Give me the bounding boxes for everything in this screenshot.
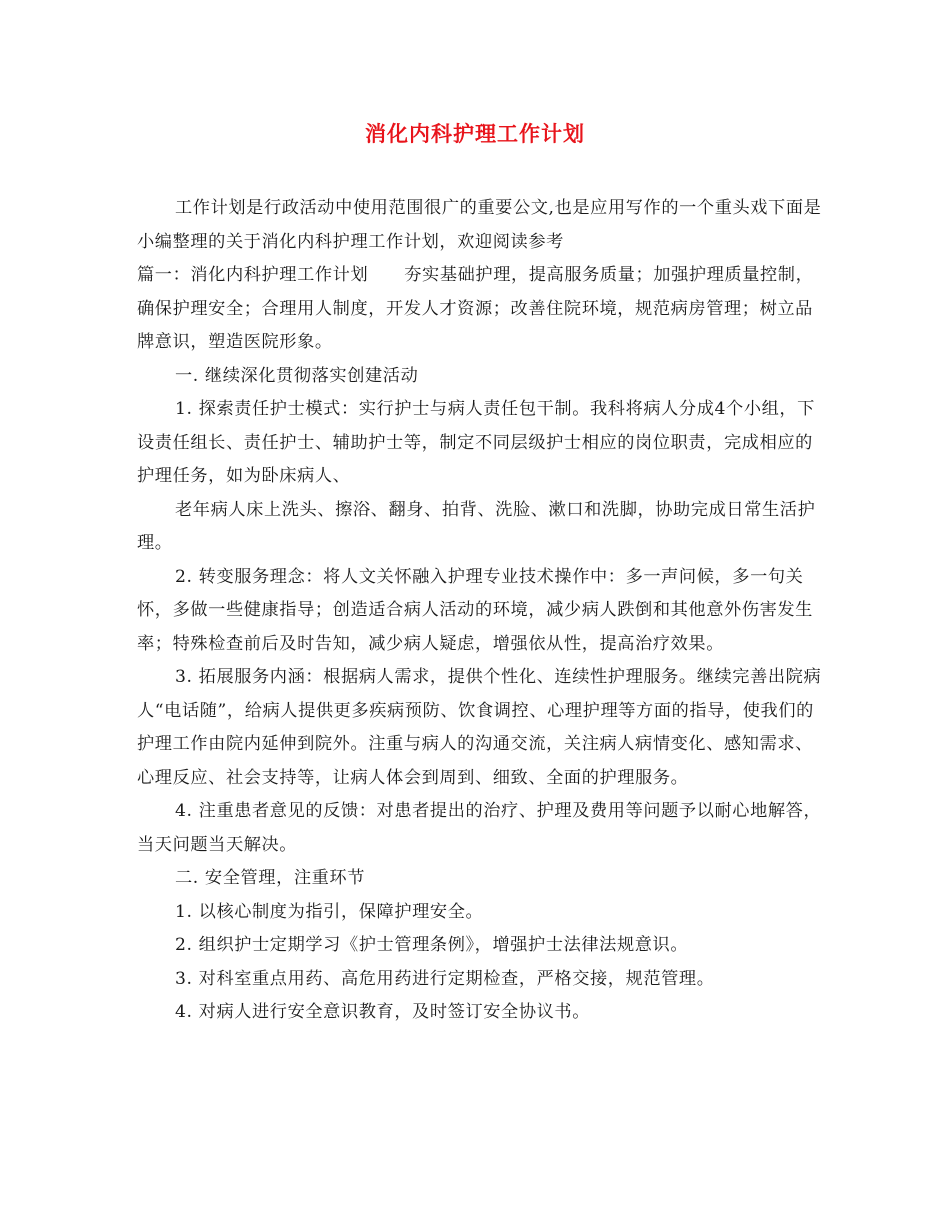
- paragraph-item-2-3: 3. 对科室重点用药、高危用药进行定期检查，严格交接，规范管理。: [175, 968, 715, 989]
- paragraph-section-one: [137, 259, 827, 360]
- document-body: [137, 192, 827, 1030]
- paragraph-heading-2: 二. 安全管理，注重环节: [175, 868, 366, 888]
- paragraph-item-2-2: 2. 组织护士定期学习《护士管理条例》，增强护士法律法规意识。: [175, 935, 689, 955]
- paragraph-item-1-1: 1. 探索责任护士模式：实行护士与病人责任包干制。我科将病人分成4个小组，下设责任组长、责任护士、辅助护士等，制定不同层级护士相应的岗位职责，完成相应的护理任务，如为卧床病人、: [137, 399, 815, 486]
- section-one-heading: 篇一：消化内科护理工作计划: [137, 265, 369, 285]
- paragraph-heading-1: 一. 继续深化贯彻落实创建活动: [175, 365, 419, 386]
- section-one-summary: 夯实基础护理，提高服务质量；加强护理质量控制，确保护理安全；合理用人制度，开发人才资源；改善住院环境，规范病房管理；树立品牌意识，塑造医院形象。: [137, 265, 814, 352]
- paragraph-item-2-4: 4. 对病人进行安全意识教育，及时签订安全协议书。: [175, 1002, 590, 1022]
- paragraph-item-1-1-cont: 老年病人床上洗头、擦浴、翻身、拍背、洗脸、漱口和洗脚，协助完成日常生活护理。: [137, 499, 816, 553]
- paragraph-item-1-2: 2. 转变服务理念：将人文关怀融入护理专业技术操作中：多一声问候，多一句关怀，多做一些健康指导；创造适合病人活动的环境，减少病人跌倒和其他意外伤害发生率；特殊检查前后及时告知，减少病人疑虑，增强依从性，提高治疗效果。: [137, 566, 813, 654]
- paragraph-item-1-3: 3. 拓展服务内涵：根据病人需求，提供个性化、连续性护理服务。继续完善出院病人“电话随”，给病人提供更多疾病预防、饮食调控、心理护理等方面的指导，使我们的护理工作由院内延伸到院外。注重与病人的沟通交流，关注病人病情变化、感知需求、心理反应、社会支持等，让病人体会到周到、细致、全面的护理服务。: [137, 667, 822, 788]
- paragraph-item-2-1: 1. 以核心制度为指引，保障护理安全。: [175, 901, 484, 922]
- paragraph-item-1-4: 4. 注重患者意见的反馈：对患者提出的治疗、护理及费用等问题予以耐心地解答，当天问题当天解决。: [137, 801, 822, 855]
- document-title: 消化内科护理工作计划: [365, 122, 585, 146]
- paragraph-intro: 工作计划是行政活动中使用范围很广的重要公文,也是应用写作的一个重头戏下面是小编整理的关于消化内科护理工作计划，欢迎阅读参考: [137, 198, 822, 252]
